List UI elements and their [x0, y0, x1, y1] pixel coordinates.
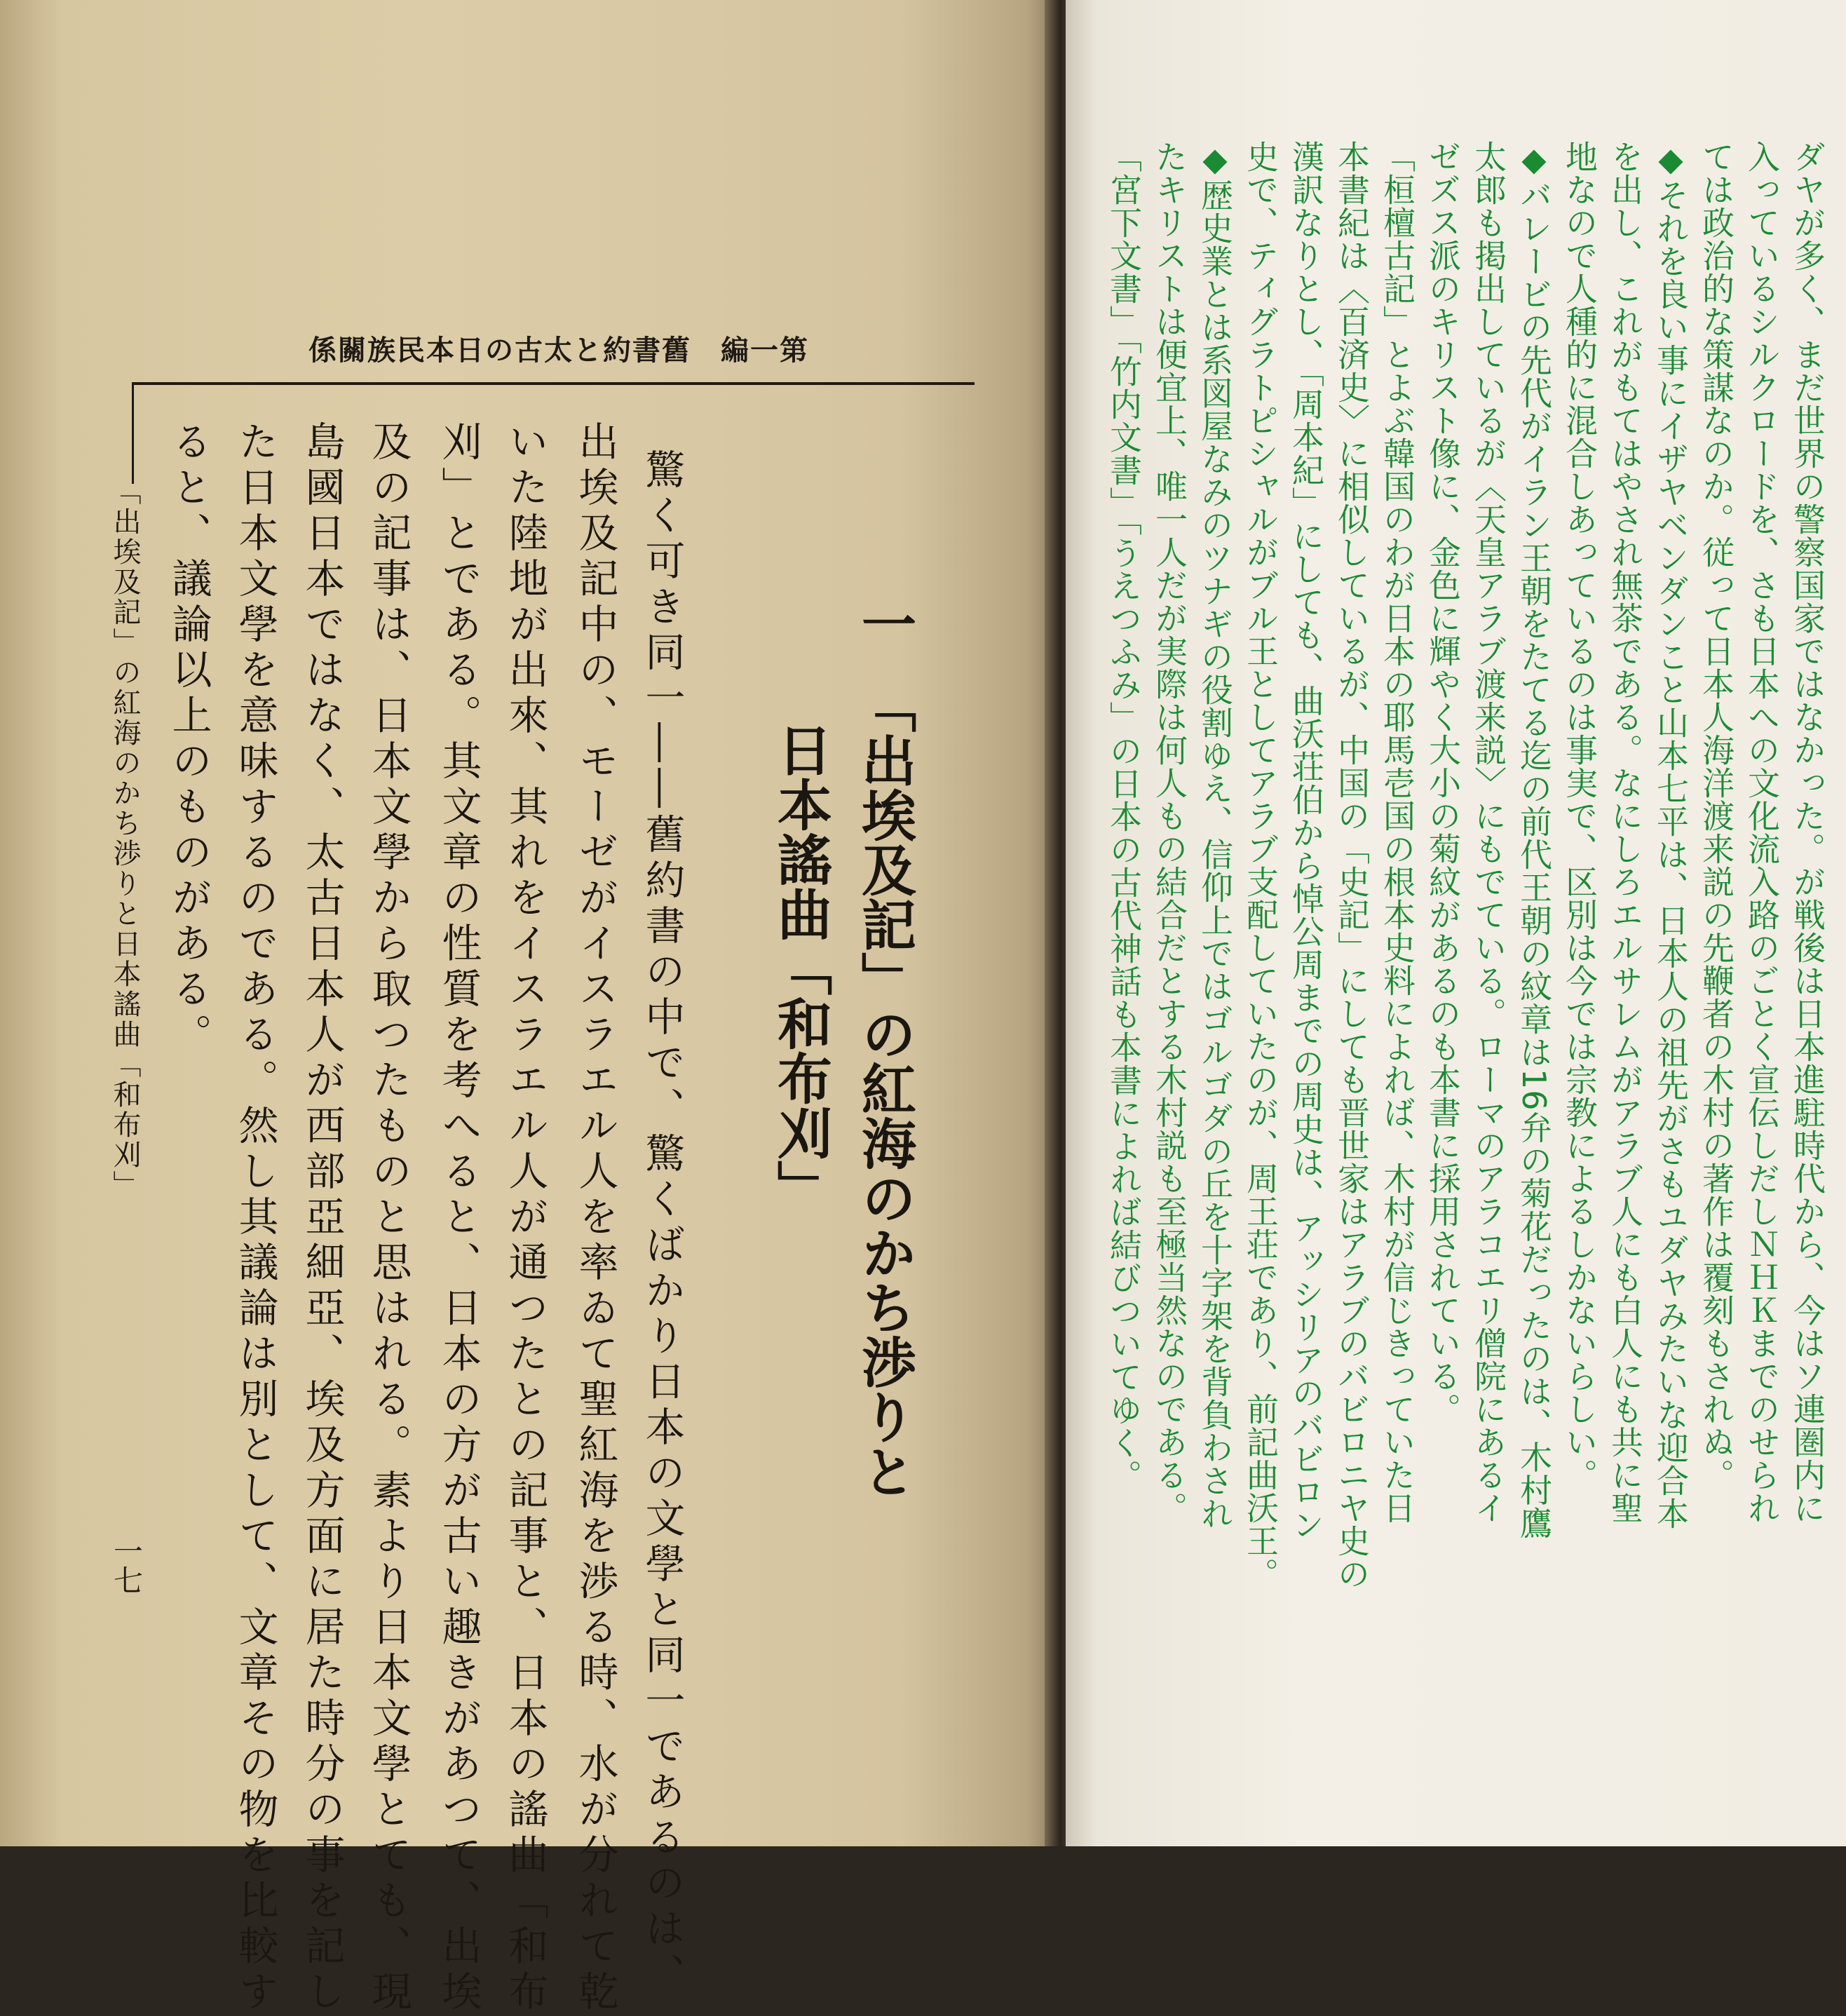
green-column-6: 地なので人種的に混合しあっているのは事実で、区別は今では宗教によるしかないらしい。: [1561, 140, 1599, 1491]
body-column-1: 驚く可き同一――舊約書の中で、驚くばかり日本の文學と同一であるのは、: [639, 449, 685, 1998]
body-column-7: た日本文學を意味するのである。然し其議論は別として、文章その物を比較す: [232, 421, 278, 2016]
body-column-8: ると、議論以上のものがある。: [165, 421, 212, 1059]
green-column-12: 漢訳なりとし、「周本紀」にしても、曲沃荘伯から悼公周までの周史は、アッシリアのバビロン: [1287, 140, 1325, 1541]
green-column-15: たキリストは便宜上、唯一人だが実際は何人もの結合だとする木村説も至極当然なのである。: [1151, 140, 1188, 1524]
green-column-11: 本書紀は〈百済史〉に相似しているが、中国の「史記」にしても晋世家はアラブのバビロニヤ史の: [1333, 140, 1371, 1590]
chapter-title-line1: 一 「出埃及記」の紅海のかち渉りと: [853, 596, 916, 1499]
green-column-9: ゼズス派のキリスト像に、金色に輝やく大小の菊紋があるのも本書に採用されている。: [1424, 140, 1462, 1426]
green-column-14: ◆歴史業とは系図屋なみのツナギの役割ゆえ、信仰上ではゴルゴダの丘を十字架を背負わされ: [1196, 140, 1234, 1530]
body-column-4: 刈」とである。其文章の性質を考へると、日本の方が古い趣きがあつて、出埃: [435, 421, 482, 2016]
body-column-2: 出埃及記中の、モーゼがイスラエル人を率ゐて聖紅海を渉る時、水が分れて乾: [572, 421, 618, 2016]
green-column-10: 「桓檀古記」とよぶ韓国のわが日本の耶馬壱国の根本史料によれば、木村が信じきっていた日: [1378, 140, 1416, 1524]
header-rule-corner: [132, 382, 134, 484]
green-column-3: ては政治的な策謀なのか。従って日本人海洋渡来説の先鞭者の木村の著作は覆刻もされぬ。: [1697, 140, 1735, 1491]
green-column-1: ダヤが多く、まだ世界の警察国家ではなかった。が戦後は日本進駐時代から、今はソ連圏内に: [1789, 140, 1826, 1524]
page-number: 一七: [109, 1536, 144, 1595]
green-column-5: を出し、これがもてはやされ無茶である。なにしろエルサレムがアラブ人にも白人にも共に聖: [1606, 140, 1644, 1524]
body-column-6: 島國日本ではなく、太古日本人が西部亞細亞、埃及方面に居た時分の事を記し: [299, 421, 345, 2016]
body-column-3: いた陸地が出來、其れをイスラエル人が通つたとの記事と、日本の謠曲「和布: [502, 421, 548, 2016]
margin-note: 「出埃及記」の紅海のかち渉りと日本謠曲「和布刈」: [109, 477, 141, 1200]
body-column-5: 及の記事は、日本文學から取つたものと思はれる。素より日本文學とても、現: [365, 421, 412, 2016]
chapter-title-line2: 日本謠曲「和布刈」: [768, 722, 832, 1215]
green-column-16: 「宮下文書」「竹内文書」「うえつふみ」の日本の古代神話も本書によれば結びついてゆく。: [1105, 140, 1143, 1492]
green-column-4: ◆それを良い事にイザヤベンダンこと山本七平は、日本人の祖先がさもユダヤみたいな迎合本: [1652, 140, 1690, 1530]
green-column-2: 入っているシルクロードを、さも日本への文化流入路のごとく宣伝しだしＮＨＫまでのせられ: [1743, 140, 1781, 1524]
green-column-13: 史で、ティグラトピシャルがブル王としてアラブ支配していたのが、周王荘であり、前記曲沃王。: [1242, 140, 1280, 1590]
running-head: 係關族民本日の古太と約書舊 編一第: [308, 334, 809, 367]
green-column-8: 太郎も掲出しているが〈天皇アラブ渡来説〉にもでている。ローマのアラコエリ僧院にあるイ: [1470, 140, 1507, 1524]
header-rule: [133, 382, 975, 385]
green-column-7: ◆バレービの先代がイラン王朝をたてる迄の前代王朝の紋章は16弁の菊花だったのは、木村鷹: [1515, 140, 1553, 1540]
